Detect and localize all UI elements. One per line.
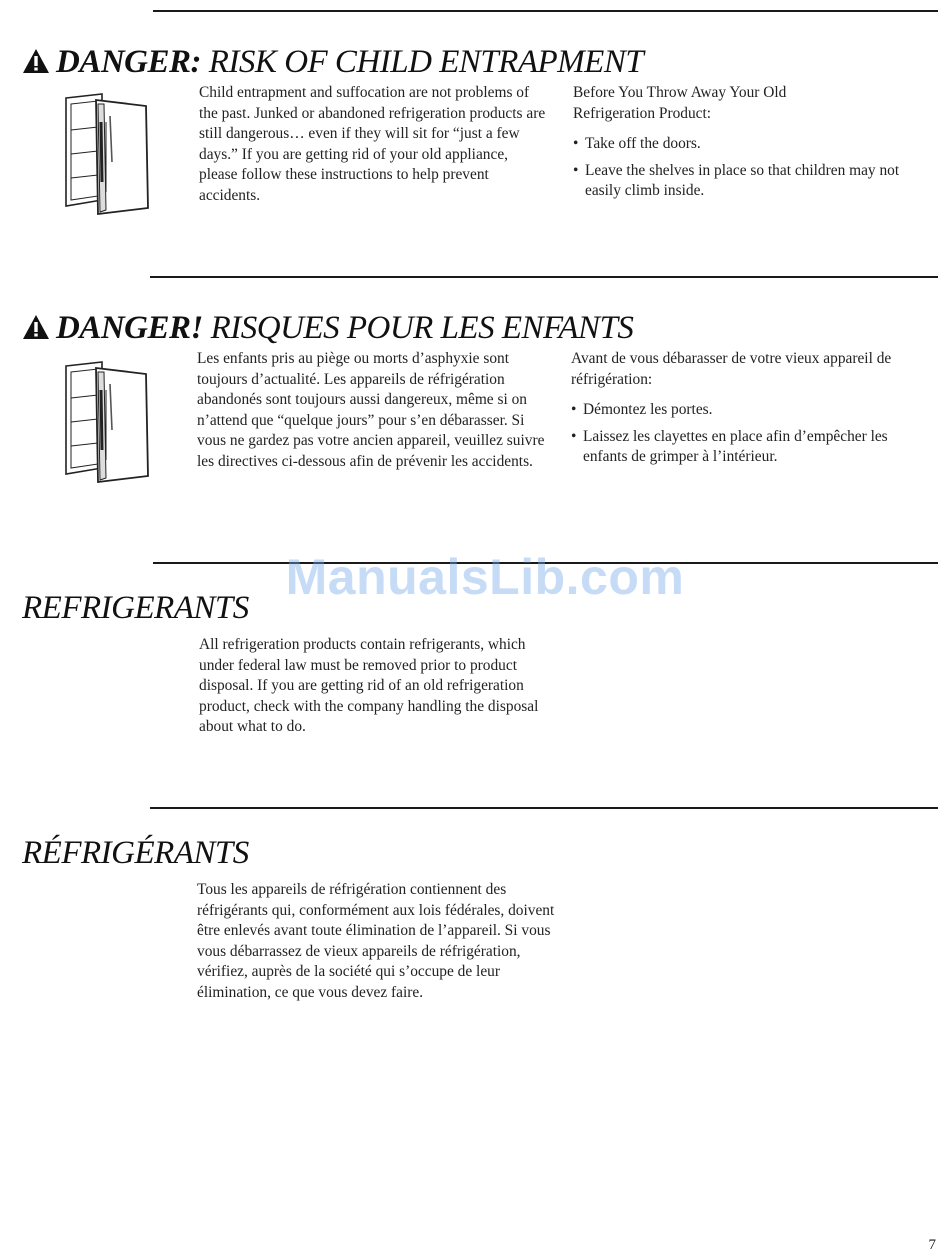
section2-heading <box>22 308 633 348</box>
section1-bullet: • Take off the doors. <box>573 134 918 155</box>
section3-title: REFRIGERANTS <box>22 590 249 626</box>
section-divider <box>150 807 938 809</box>
top-rule <box>153 10 938 12</box>
section2-label: DANGER! <box>56 310 203 346</box>
section1-before-heading: Before You Throw Away Your Old Refrigeration Product: <box>573 84 787 122</box>
page-number: 7 <box>928 1237 936 1253</box>
watermark: ManualsLib.com <box>285 549 685 605</box>
section1-heading <box>22 42 643 82</box>
section1-label: DANGER: <box>56 44 202 80</box>
section4-body: Tous les appareils de réfrigération contiennent des réfrigérants qui, conformément aux lois fédérales, doivent être enlevés avant toute élimination de l’appareil. Si vous vous débarrassez de vieux appareils de réfrigération, vérifiez, auprès de la société qui s’occupe de leur élimination, ce que vous devez faire. <box>197 881 555 1001</box>
section2-before-heading: Avant de vous débarasser de votre vieux appareil de réfrigération: <box>571 350 892 388</box>
refrigerator-open-door-illustration <box>62 360 154 484</box>
section1-intro: Child entrapment and suffocation are not problems of the past. Junked or abandoned refrigeration products are still dangerous… even if they will sit for “just a few days.” If you are getting rid of your old appliance, please follow these instructions to help prevent accidents. <box>199 84 546 204</box>
section1-bullet: • Leave the shelves in place so that children may not easily climb inside. <box>573 161 918 202</box>
refrigerator-open-door-illustration <box>62 92 154 216</box>
section2-intro: Les enfants pris au piège ou morts d’asphyxie sont toujours d’actualité. Les appareils de réfrigération abandonés sont toujours aussi dangereux, même si on n’attend que “quelque jours” pour s’en débarasser. Si vous ne gardez pas votre ancien appareil, veuillez suivre les directives ci-dessous afin de prévenir les accidents. <box>197 350 545 470</box>
section2-bullet: • Laissez les clayettes en place afin d’empêcher les enfants de grimper à l’intérieur. <box>571 427 933 468</box>
section2-bullet: • Démontez les portes. <box>571 400 933 421</box>
section-divider <box>150 276 938 278</box>
section1-bullet-list <box>573 134 918 208</box>
section2-title: RISQUES POUR LES ENFANTS <box>210 310 634 346</box>
section2-bullet-list <box>571 400 933 474</box>
section3-body: All refrigeration products contain refrigerants, which under federal law must be removed prior to product disposal. If you are getting rid of an old refrigeration product, check with the company handling the disposal about what to do. <box>199 636 539 736</box>
warning-triangle-icon <box>22 314 50 340</box>
section1-title: RISK OF CHILD ENTRAPMENT <box>208 44 644 80</box>
warning-triangle-icon <box>22 48 50 74</box>
section4-title: RÉFRIGÉRANTS <box>22 835 249 871</box>
